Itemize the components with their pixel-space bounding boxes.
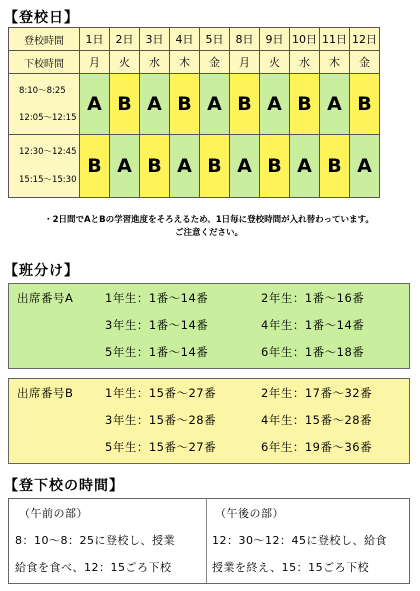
group-cell: B [260, 135, 290, 198]
group-b-label: 出席番号B [17, 386, 74, 400]
row2-start-time: 12:30〜12:45 [19, 147, 77, 157]
morning-line-1: 8：10〜8：25に登校し、授業 [15, 534, 175, 547]
group-cell: A [350, 135, 380, 198]
group-a-entry: 4年生：1番〜14番 [261, 318, 365, 332]
note-line-1: ・2日間でAとBの学習進度をそろえるため、1日毎に登校時間が入れ替わっています。 [44, 215, 374, 225]
section-title-attendance-days: 【登校日】 [4, 10, 79, 26]
group-b-entry: 1年生：15番〜27番 [105, 386, 217, 400]
weekday-cell: 金 [350, 51, 380, 74]
date-cell: 4日 [170, 28, 200, 51]
group-cell: B [170, 74, 200, 135]
group-b-entry: 4年生：15番〜28番 [261, 413, 373, 427]
row1-start-time: 8:10〜8:25 [19, 86, 66, 96]
morning-title: （午前の部） [19, 507, 88, 520]
date-cell: 10日 [290, 28, 320, 51]
section-title-times: 【登下校の時間】 [4, 478, 124, 494]
note-line-2: ご注意ください。 [174, 228, 243, 238]
row2-end-time: 15:15〜15:30 [19, 175, 77, 185]
weekday-cell: 木 [320, 51, 350, 74]
weekday-cell: 月 [80, 51, 110, 74]
schedule-table [8, 27, 380, 198]
group-a-entry: 2年生：1番〜16番 [261, 291, 365, 305]
group-cell: B [110, 74, 140, 135]
date-cell: 2日 [110, 28, 140, 51]
group-cell: B [230, 74, 260, 135]
group-cell: A [80, 74, 110, 135]
header-start-time: 登校時間 [9, 28, 80, 51]
weekday-cell: 木 [170, 51, 200, 74]
group-b-entry: 3年生：15番〜28番 [105, 413, 217, 427]
group-cell: B [350, 74, 380, 135]
row1-time-label [9, 74, 80, 135]
weekday-cell: 火 [110, 51, 140, 74]
weekday-cell: 火 [260, 51, 290, 74]
group-cell: B [140, 135, 170, 198]
date-cell: 11日 [320, 28, 350, 51]
group-cell: A [110, 135, 140, 198]
date-cell: 12日 [350, 28, 380, 51]
group-a-entry: 3年生：1番〜14番 [105, 318, 209, 332]
group-cell: B [320, 135, 350, 198]
weekday-cell: 月 [230, 51, 260, 74]
group-a-label: 出席番号A [17, 291, 74, 305]
group-cell: B [290, 74, 320, 135]
date-cell: 1日 [80, 28, 110, 51]
group-cell: A [260, 74, 290, 135]
date-cell: 9日 [260, 28, 290, 51]
group-cell: B [80, 135, 110, 198]
afternoon-line-2: 授業を終え、15：15ごろ下校 [212, 561, 370, 574]
group-b-entry: 2年生：17番〜32番 [261, 386, 373, 400]
group-a-box [8, 283, 410, 369]
weekday-cell: 水 [140, 51, 170, 74]
group-cell: A [200, 74, 230, 135]
times-box [8, 498, 410, 584]
group-a-entry: 1年生：1番〜14番 [105, 291, 209, 305]
group-b-entry: 5年生：15番〜27番 [105, 440, 217, 454]
group-cell: A [170, 135, 200, 198]
group-a-entry: 6年生：1番〜18番 [261, 345, 365, 359]
group-cell: A [230, 135, 260, 198]
column-divider [206, 499, 207, 583]
date-cell: 5日 [200, 28, 230, 51]
group-cell: A [140, 74, 170, 135]
row2-time-label [9, 135, 80, 198]
group-cell: B [200, 135, 230, 198]
row1-end-time: 12:05〜12:15 [19, 113, 77, 123]
section-title-groups: 【班分け】 [4, 263, 79, 279]
header-end-time: 下校時間 [9, 51, 80, 74]
afternoon-title: （午後の部） [215, 507, 284, 520]
date-cell: 8日 [230, 28, 260, 51]
weekday-cell: 金 [200, 51, 230, 74]
morning-line-2: 給食を食べ、12：15ごろ下校 [15, 561, 172, 574]
group-b-entry: 6年生：19番〜36番 [261, 440, 373, 454]
group-cell: A [320, 74, 350, 135]
weekday-cell: 水 [290, 51, 320, 74]
date-cell: 3日 [140, 28, 170, 51]
group-cell: A [290, 135, 320, 198]
group-b-box [8, 378, 410, 464]
group-a-entry: 5年生：1番〜14番 [105, 345, 209, 359]
afternoon-line-1: 12：30〜12：45に登校し、給食 [212, 534, 387, 547]
